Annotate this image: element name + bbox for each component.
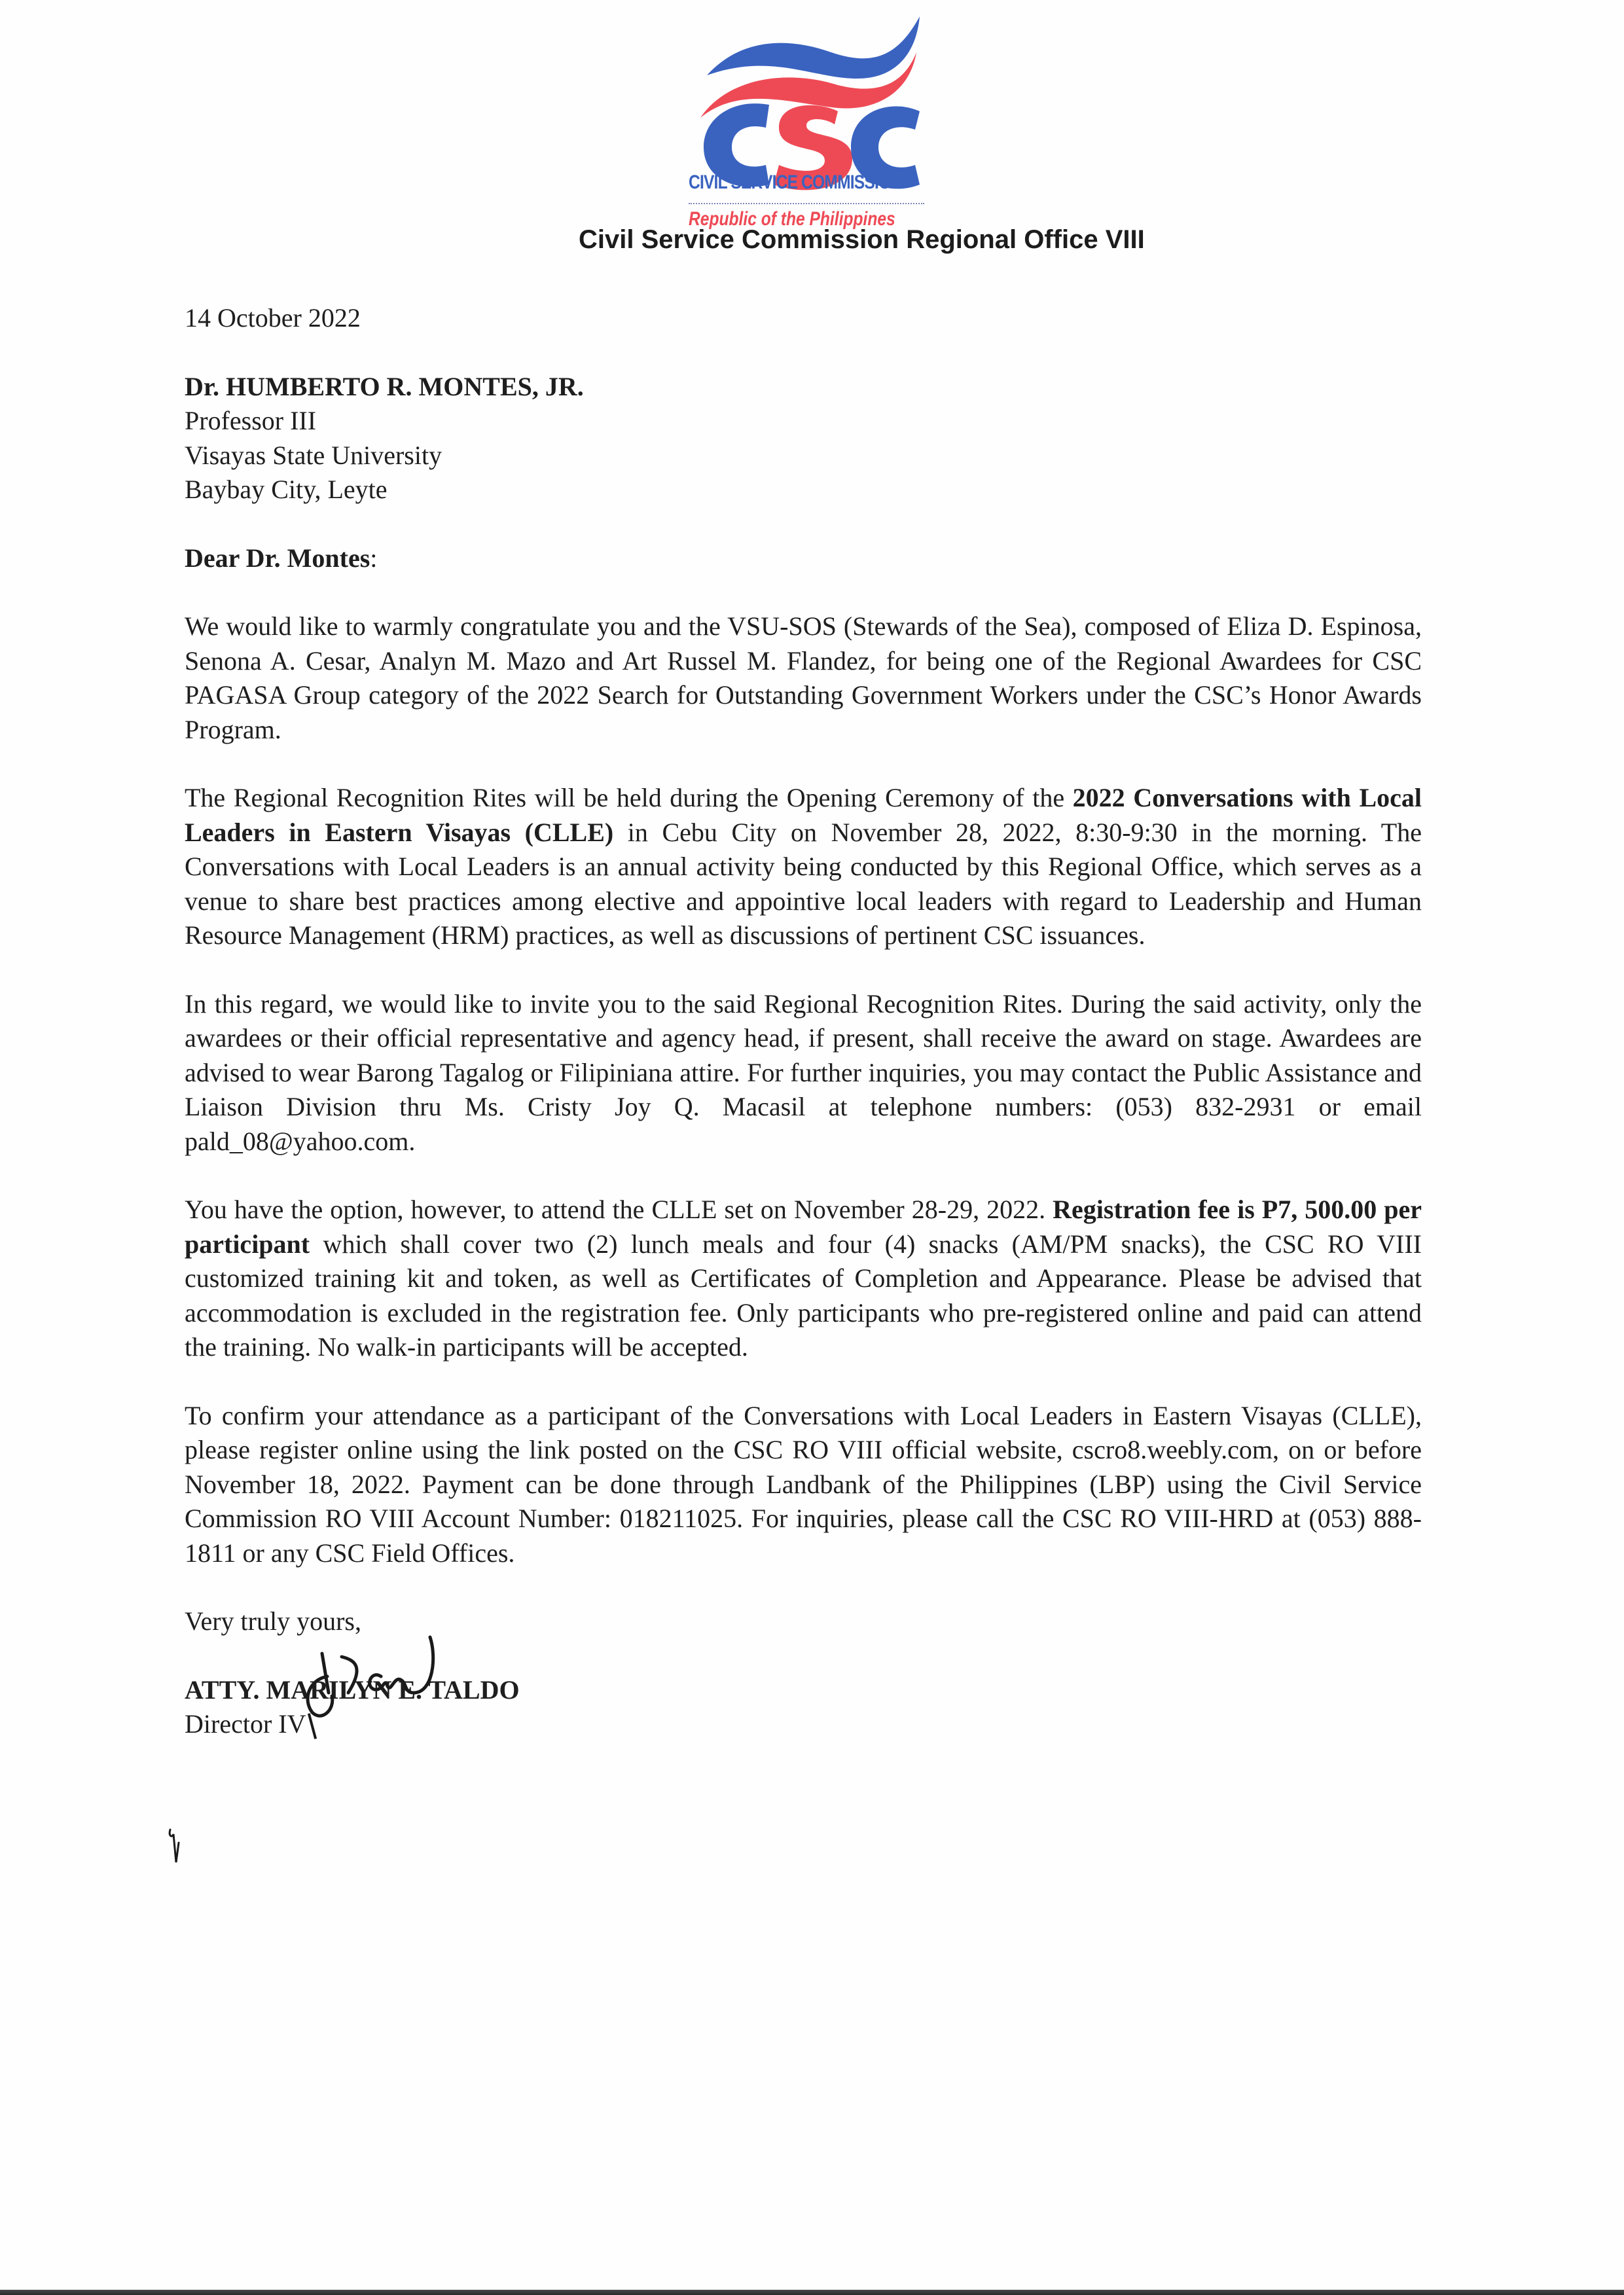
closing: Very truly yours, <box>185 1606 361 1636</box>
recipient-position: Professor III <box>185 406 317 435</box>
paragraph-congratulations: We would like to warmly congratulate you and the VSU-SOS (Stewards of the Sea), composed of Eliza D. Espinosa, Senona A. Cesar, Analyn M. Mazo and Art Russel M. Flandez, for being one of the Regional Awardees for CSC PAGASA Group category of the 2022 Search for Outstanding Government Workers under the CSC’s Honor Awards Program. <box>185 611 1422 744</box>
p2-event-name: 2022 Conversations with Local Leaders in Eastern Visayas (CLLE) <box>185 783 1422 847</box>
p4-fee: Registration fee is P7, 500.00 per participant <box>185 1195 1422 1259</box>
recipient-institution: Visayas State University <box>185 440 442 470</box>
p4-text-b: which shall cover two (2) lunch meals and four (4) snacks (AM/PM snacks), the CSC RO VIII customized training kit and token, as well as Certificates of Completion and Appearance. Please be advised that accommodation is excluded in the registration fee. Only participants who pre-registered online and paid can attend the training. No walk-in participants will be accepted. <box>185 1229 1422 1362</box>
csc-logo <box>681 13 929 229</box>
handwritten-initial-icon <box>167 1826 183 1866</box>
csc-logo-icon <box>681 13 929 229</box>
p2-text-b: in Cebu City on November 28, 2022, 8:30-9:30 in the morning. The Conversations with Local Leaders is an annual activity being conducted by this Regional Office, which serves as a venue to share best practices among elective and appointive local leaders with regard to Leadership and Human Resource Management (HRM) practices, as well as discussions of pertinent CSC issuances. <box>185 817 1422 950</box>
office-title: Civil Service Commission Regional Office VIII <box>579 225 1145 254</box>
signatory-title-text: Director IV <box>185 1709 306 1739</box>
recipient-address: Baybay City, Leyte <box>185 475 388 504</box>
logo-republic-text: Republic of the Philippines <box>689 208 895 230</box>
salutation-punct: : <box>370 543 378 573</box>
salutation-text: Dear Dr. Montes <box>185 543 370 573</box>
paragraph-invitation: In this regard, we would like to invite you to the said Regional Recognition Rites. During the said activity, only the awardees or their official representative and agency head, if present, shall receive the award on stage. Awardees are advised to wear Barong Tagalog or Filipiniana attire. For further inquiries, you may contact the Public Assistance and Liaison Division thru Ms. Cristy Joy Q. Macasil at telephone numbers: (053) 832-2931 or email pald_08@yahoo.com. <box>185 988 1422 1156</box>
logo-org-name: CIVIL SERVICE COMMISSION <box>689 172 902 193</box>
paragraph-recognition-rites <box>185 781 1422 953</box>
p4-text-a: You have the option, however, to attend the CLLE set on November 28-29, 2022. <box>185 1195 1053 1224</box>
letter-body <box>185 301 1422 1742</box>
salutation <box>185 541 1422 576</box>
signatory-name: ATTY. MARILYN E. TALDO <box>185 1674 520 1705</box>
logo-divider <box>689 203 924 204</box>
handwritten-signature-icon <box>296 1631 446 1722</box>
recipient-name: Dr. HUMBERTO R. MONTES, JR. <box>185 371 584 401</box>
letter-date: 14 October 2022 <box>185 303 361 333</box>
signature-block <box>185 1604 1422 1742</box>
scanner-edge <box>0 2290 1624 2295</box>
p2-text-a: The Regional Recognition Rites will be held during the Opening Ceremony of the <box>185 783 1073 812</box>
paragraph-registration <box>185 1193 1422 1365</box>
paragraph-confirmation: To confirm your attendance as a participant of the Conversations with Local Leaders in Eastern Visayas (CLLE), please register online using the link posted on the CSC RO VIII official website, cscro8.weebly.com, on or before November 18, 2022. Payment can be done through Landbank of the Philippines (LBP) using the Civil Service Commission RO VIII Account Number: 018211025. For inquiries, please call the CSC RO VIII-HRD at (053) 888-1811 or any CSC Field Offices. <box>185 1400 1422 1568</box>
